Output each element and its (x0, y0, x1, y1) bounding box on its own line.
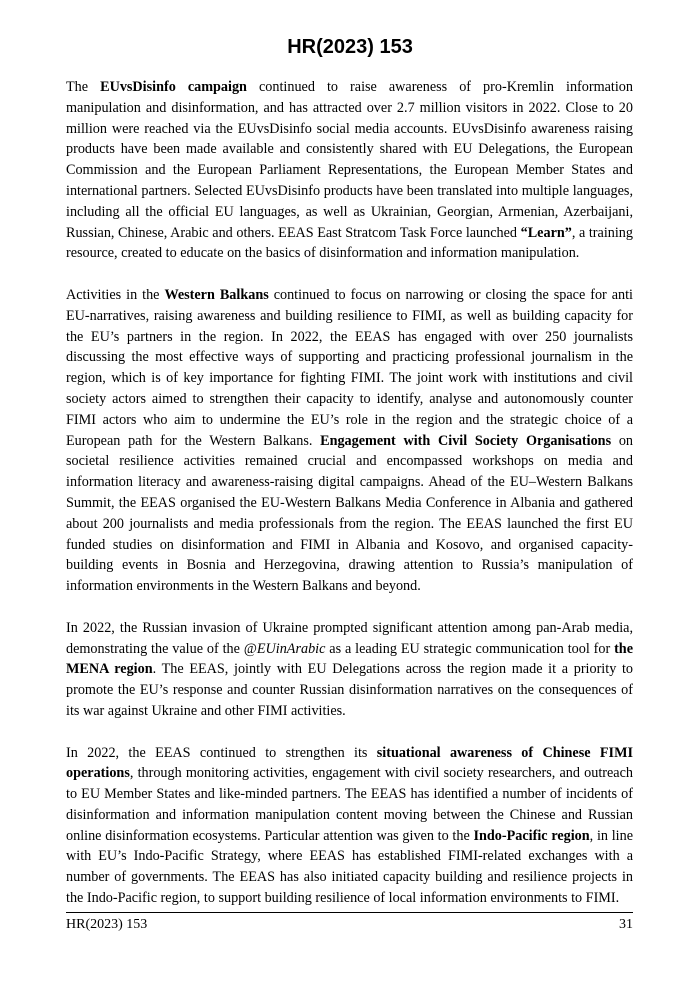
text-run: The (66, 79, 101, 95)
footer-divider (66, 912, 633, 913)
text-run: on societal resilience activities remained crucial and encompassed workshops on media and information literacy and awareness-raising digital campaigns. Ahead of the EU–Western Balkans Summit, the EEAS organised the EU-Western Balkans Media Conference in Albania and gathered about 200 journalists and media professionals from the region. The EEAS launched the first EU funded studies on disinformation and FIMI in Albania and Kosovo, and organised capacity-building events in Bosnia and Herzegovina, drawing attention to Russia’s manipulation of information environments in the Western Balkans and beyond. (66, 432, 633, 595)
text-run: . The EEAS, jointly with EU Delegations across the region made it a priority to promote the EU’s response and counter Russian disinformation narratives on the consequences of its war against Ukraine and other FIMI activities. (66, 661, 633, 719)
paragraph-western-balkans (66, 285, 633, 597)
page-number: 31 (619, 917, 633, 932)
paragraph-chinese-fimi (66, 743, 633, 909)
bold-term: EUvsDisinfo campaign (100, 79, 247, 95)
text-run: , through monitoring activities, engagement with civil society researchers, and outreach to EU Member States and like-minded partners. The EEAS has identified a number of incidents of disinformation and information manipulation content moving between the Chinese and Russian online disinformation ecosystems. Particular attention was given to the (66, 765, 633, 844)
text-run: continued to raise awareness of pro-Kremlin information manipulation and disinformation, and has attracted over 2.7 million visitors in 2022. Close to 20 million were reached via the EUvsDisinfo social media accounts. EUvsDisinfo awareness raising products have been made available and consistently shared with EU Delegations, the European Commission and the European Parliament Representations, the European Member States and international partners. Selected EUvsDisinfo products have been translated into multiple languages, including all the official EU languages, as well as Ukrainian, Georgian, Armenian, Azerbaijani, Russian, Chinese, Arabic and others. EEAS East Stratcom Task Force launched (66, 79, 633, 241)
footer-reference: HR(2023) 153 (66, 917, 148, 932)
text-run: Activities in the (66, 286, 165, 303)
text-run: In 2022, the Russian invasion of Ukraine prompted significant attention among pan-Arab media, demonstrating the value of the (66, 619, 633, 657)
document-body (66, 77, 633, 930)
text-run: continued to focus on narrowing or closing the space for anti EU-narratives, raising awareness and building resilience to FIMI, as well as building capacity for the EU’s partners in the region. In 2022, the EEAS has engaged with over 250 journalists discussing the most effective ways of supporting and practicing professional journalism in the region, which is of key importance for fighting FIMI. The joint work with institutions and civil society actors aimed to strengthen their capacity to identify, analyse and autonomously counter FIMI actors who aim to undermine the EU’s role in the region and the strategic choice of a European path for the Western Balkans. (66, 286, 633, 449)
bold-term: situational awareness of Chinese FIMI operations (66, 744, 633, 782)
bold-term: Indo-Pacific region (473, 827, 590, 844)
text-run: as a leading EU strategic communication tool for (325, 640, 615, 657)
text-run: , in line with EU’s Indo-Pacific Strategy, where EEAS has established FIMI-related exchanges with a number of governments. The EEAS has also initiated capacity building and resilience projects in the Indo-Pacific region, to support building resilience of local information environments to FIMI. (66, 827, 633, 907)
bold-term: the MENA region (66, 640, 633, 678)
paragraph-mena (66, 618, 633, 722)
bold-term: “Learn” (520, 224, 572, 241)
bold-term: Western Balkans (164, 286, 269, 303)
paragraph-euvsdisinfo (66, 77, 633, 264)
page-footer (66, 917, 633, 933)
italic-handle: @EUinArabic (243, 640, 326, 657)
text-run: In 2022, the EEAS continued to strengthen its (66, 744, 377, 761)
text-run: , a training resource, created to educate on the basics of disinformation and information manipulation. (66, 224, 633, 262)
page-title: HR(2023) 153 (287, 36, 413, 58)
bold-term: Engagement with Civil Society Organisations (320, 432, 612, 449)
